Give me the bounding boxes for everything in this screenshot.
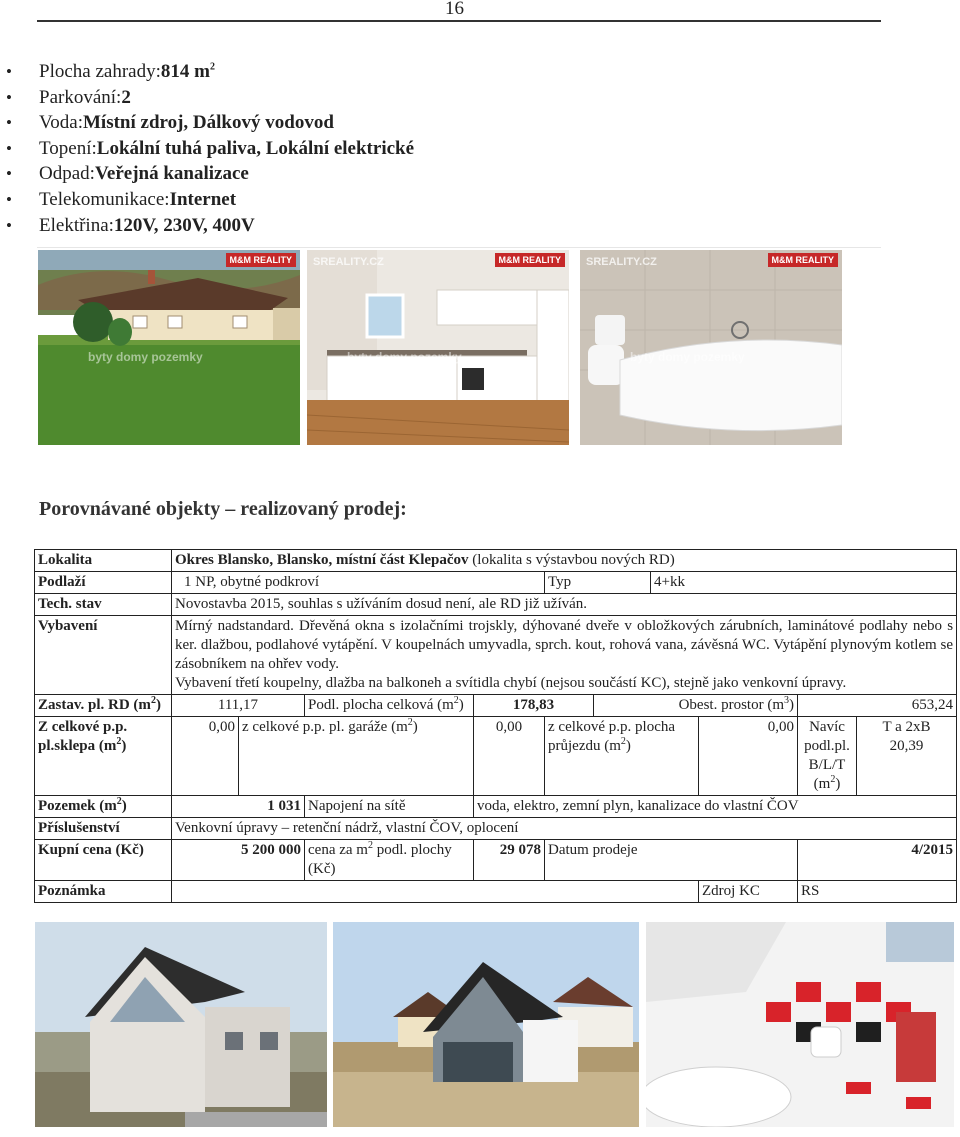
row-tech <box>35 594 957 616</box>
fact-label: Voda: <box>39 112 83 134</box>
fact-value: 2 <box>121 86 131 108</box>
paren: ) <box>412 719 418 735</box>
value-zastav: 111,17 <box>172 695 305 717</box>
label-kupni-cena: Kupní cena (Kč) <box>35 840 172 881</box>
fact-label: Plocha zahrady: <box>39 61 161 82</box>
label-pruj <box>545 717 699 796</box>
fact-label: Telekomunikace: <box>39 188 170 210</box>
value-pozemek: 1 031 <box>172 796 305 818</box>
value-kupni-cena: 5 200 000 <box>172 840 305 881</box>
fact-water <box>0 110 414 136</box>
watermark: byty domy pozemky <box>347 350 462 364</box>
fact-heating <box>0 136 414 162</box>
paren: ) <box>835 776 841 792</box>
fact-label: Topení: <box>39 137 97 159</box>
house-exterior-image <box>38 250 300 445</box>
sup: 2 <box>367 840 373 851</box>
pruj-label-text: z celkové p.p. plocha průjezdu (m <box>548 719 676 754</box>
label-prislusenstvi: Příslušenství <box>35 818 172 840</box>
fact-label: Odpad: <box>39 163 95 185</box>
fact-label: Parkování: <box>39 86 122 108</box>
row-poznamka <box>35 881 957 903</box>
fact-electricity <box>0 213 414 239</box>
sup: 3 <box>784 695 789 706</box>
page-number: 16 <box>445 0 464 19</box>
label-typ: Typ <box>545 572 651 594</box>
photo-compared-house-2 <box>333 922 639 1127</box>
sup: 2 <box>116 736 122 747</box>
value-sklep: 0,00 <box>172 717 239 796</box>
sklep-label-text: Z celkové p.p. pl.sklepa (m <box>38 719 128 754</box>
compared-house-1-image <box>35 922 327 1127</box>
podl-label-text: Podl. plocha celková (m <box>308 697 454 713</box>
sup: 2 <box>453 695 459 706</box>
value-garaz: 0,00 <box>474 717 545 796</box>
navic-value: 20,39 <box>889 738 924 754</box>
row-pp <box>35 717 957 796</box>
label-obest <box>594 695 798 717</box>
obest-label-text: Obest. prostor (m <box>678 697 784 713</box>
paren: ) <box>625 738 631 754</box>
property-facts <box>0 59 414 238</box>
row-kupni-cena <box>35 840 957 881</box>
kitchen-image <box>307 250 569 445</box>
pozemek-label-text: Pozemek (m <box>38 798 117 814</box>
row-vybaveni <box>35 616 957 695</box>
paren: ) <box>121 798 127 814</box>
label-sklep <box>35 717 172 796</box>
navic-code: T a 2xB <box>882 719 931 735</box>
label-garaz <box>239 717 474 796</box>
value-napojeni: voda, elektro, zemní plyn, kanalizace do vlastní ČOV <box>474 796 957 818</box>
row-pozemek <box>35 796 957 818</box>
label-navic <box>798 717 857 796</box>
label-podl <box>305 695 474 717</box>
value-poznamka <box>172 881 699 903</box>
lokalita-note: (lokalita s výstavbou nových RD) <box>468 552 675 568</box>
value-navic <box>857 717 957 796</box>
agency-badge: M&M REALITY <box>768 253 839 267</box>
vybaveni-text-1: Mírný nadstandard. Dřevěná okna s izolačními trojskly, dýhované dveře v obložkových zárubních, laminátové podlahy nebo s ker. dlažbou, podlahové vytápění. V koupelnách umyvadla, sprch. kout, rohová vana, závěsná WC. Vytápění plynovým kotlem se zásobníkem na ohřev vody. <box>175 618 954 672</box>
watermark: byty domy pozemky <box>630 350 745 364</box>
value-vybaveni <box>172 616 957 695</box>
zastav-label-text: Zastav. pl. RD (m <box>38 697 151 713</box>
paren: ) <box>155 697 161 713</box>
label-pozemek <box>35 796 172 818</box>
sup: 2 <box>620 736 626 747</box>
watermark: SREALITY.CZ <box>313 256 384 268</box>
label-zastav <box>35 695 172 717</box>
bathroom-image <box>580 250 842 445</box>
watermark: SREALITY.CZ <box>586 256 657 268</box>
vybaveni-text-2: Vybavení třetí koupelny, dlažba na balkoneh a svítidla chybí (nejsou součástí KC), stejně jako venkovní úpravy. <box>175 675 847 691</box>
paren: ) <box>458 697 464 713</box>
garaz-label-text: z celkové p.p. pl. garáže (m <box>242 719 408 735</box>
fact-value: Místní zdroj, Dálkový vodovod <box>82 112 334 134</box>
agency-badge: M&M REALITY <box>226 253 297 267</box>
sup: 2 <box>830 774 836 785</box>
value-typ: 4+kk <box>651 572 957 594</box>
value-obest: 653,24 <box>798 695 957 717</box>
row-podlazi <box>35 572 957 594</box>
agency-badge: M&M REALITY <box>495 253 566 267</box>
value-zdroj: RS <box>798 881 957 903</box>
label-zdroj: Zdroj KC <box>699 881 798 903</box>
fact-garden-area <box>0 59 414 85</box>
row-plochy <box>35 695 957 717</box>
photo-compared-bathroom <box>646 922 954 1127</box>
photo-kitchen <box>307 250 569 445</box>
navic-label-text: Navíc podl.pl. B/L/T (m <box>804 719 850 792</box>
value-lokalita <box>172 550 957 572</box>
lokalita-main: Okres Blansko, Blansko, místní část Klepačov <box>175 552 469 568</box>
sup: 2 <box>150 695 156 706</box>
fact-label: Elektřina: <box>39 214 114 236</box>
paren: ) <box>789 697 794 713</box>
label-podlazi: Podlaží <box>35 572 172 594</box>
cena-m2-label-b: podl. plochy (Kč) <box>308 842 452 877</box>
fact-waste <box>0 161 414 187</box>
cena-m2-label-a: cena za m <box>308 842 368 858</box>
paren: ) <box>121 738 127 754</box>
header-rule <box>37 20 881 22</box>
value-prislusenstvi: Venkovní úpravy – retenční nádrž, vlastní ČOV, oplocení <box>172 818 957 840</box>
sup: 2 <box>407 717 413 728</box>
fact-telecom <box>0 187 414 213</box>
label-vybaveni: Vybavení <box>35 616 172 695</box>
section-title: Porovnávané objekty – realizovaný prodej: <box>39 498 407 520</box>
label-datum: Datum prodeje <box>545 840 798 881</box>
comparison-table <box>34 549 957 903</box>
value-tech: Novostavba 2015, souhlas s užíváním dosud není, ale RD již užíván. <box>172 594 957 616</box>
label-cena-m2 <box>305 840 474 881</box>
fact-value: Lokální tuhá paliva, Lokální elektrické <box>96 137 415 159</box>
sup: 2 <box>116 796 122 807</box>
value-datum: 4/2015 <box>798 840 957 881</box>
compared-bathroom-image <box>646 922 954 1127</box>
label-napojeni: Napojení na sítě <box>305 796 474 818</box>
fact-value: 814 m <box>160 61 210 82</box>
label-lokalita: Lokalita <box>35 550 172 572</box>
fact-value: 120V, 230V, 400V <box>113 214 255 236</box>
row-prislusenstvi <box>35 818 957 840</box>
value-podlazi: 1 NP, obytné podkroví <box>172 572 545 594</box>
label-poznamka: Poznámka <box>35 881 172 903</box>
fact-parking <box>0 85 414 111</box>
watermark: byty domy pozemky <box>88 350 203 364</box>
photo-house-exterior <box>38 250 300 445</box>
value-podl: 178,83 <box>474 695 594 717</box>
value-pruj: 0,00 <box>699 717 798 796</box>
photo-bathroom <box>580 250 842 445</box>
row-lokalita <box>35 550 957 572</box>
fact-value: Internet <box>169 188 237 210</box>
compared-house-2-image <box>333 922 639 1127</box>
label-tech: Tech. stav <box>35 594 172 616</box>
fact-value: Veřejná kanalizace <box>94 163 249 185</box>
value-cena-m2: 29 078 <box>474 840 545 881</box>
photo-divider <box>37 247 881 248</box>
photo-compared-house-1 <box>35 922 327 1127</box>
fact-sup: 2 <box>209 61 215 73</box>
